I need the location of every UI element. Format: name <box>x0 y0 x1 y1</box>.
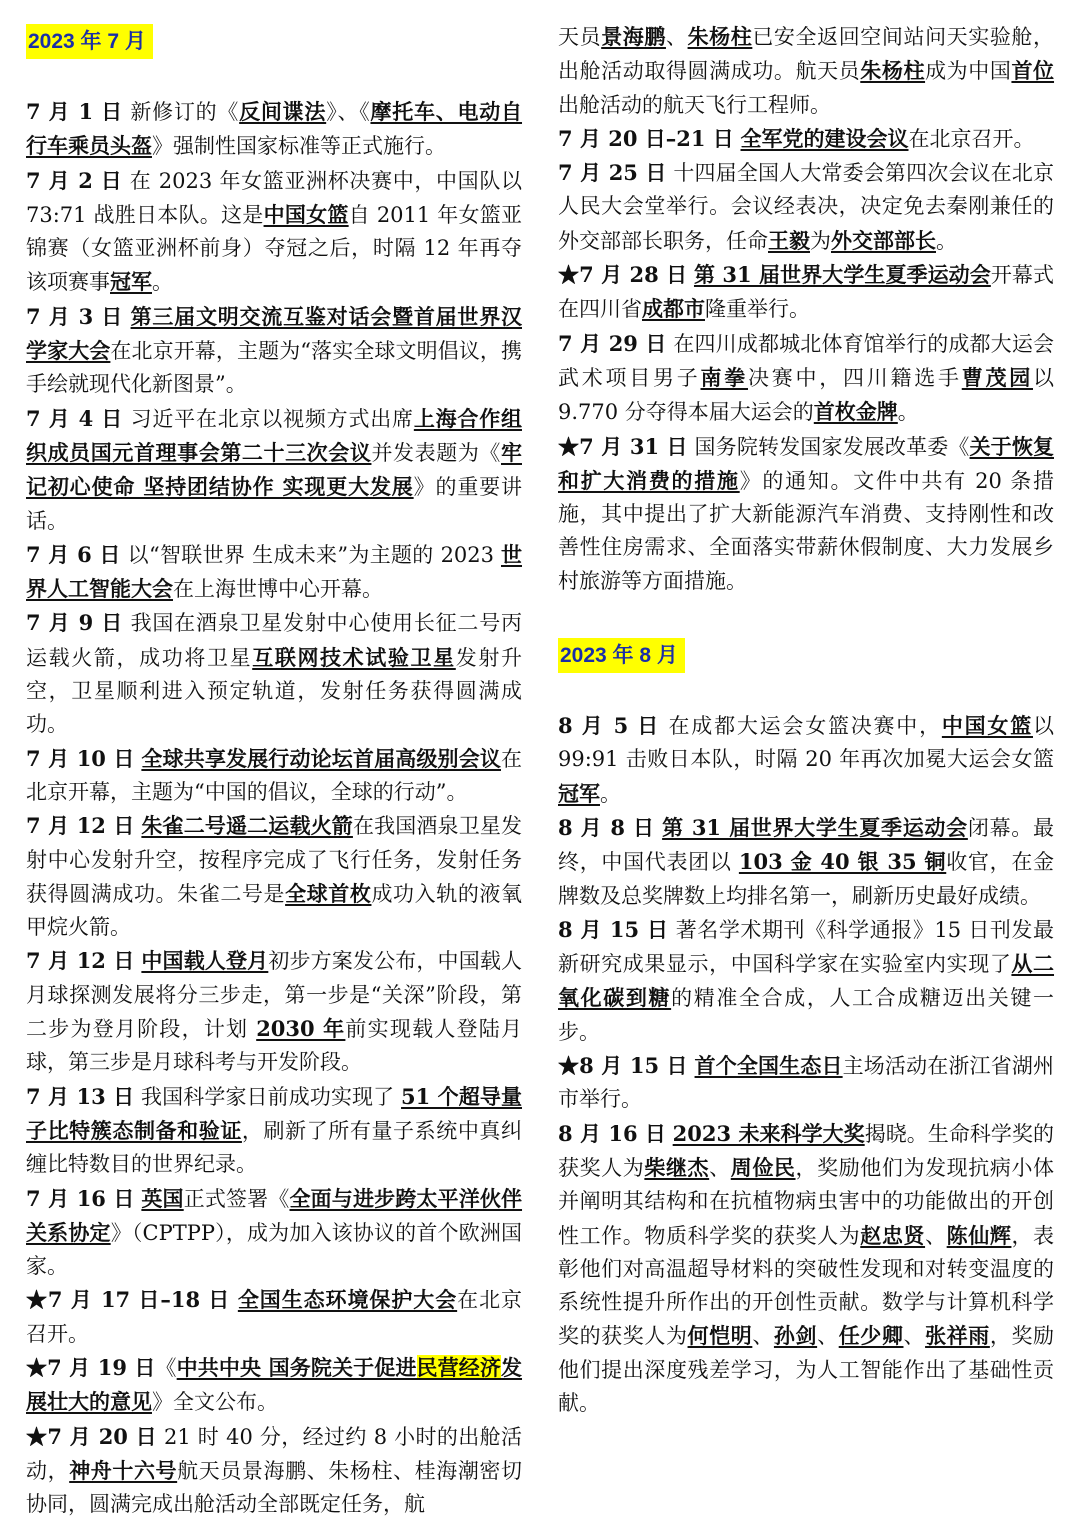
entry-text: 出舱活动的航天飞行工程师。 <box>558 92 831 117</box>
entry-text: 习近平在北京以视频方式出席 <box>123 406 414 431</box>
entry-date: 7 月 13 日 <box>26 1083 135 1109</box>
entry-keyword: 何恺明 <box>687 1323 753 1349</box>
entry-keyword: 全面与进步跨太平洋伙伴关系协定 <box>26 1185 523 1245</box>
event-entry <box>26 1182 522 1284</box>
event-entry <box>558 1049 1054 1117</box>
entry-keyword: 景海鹏 <box>601 24 666 49</box>
entry-text <box>666 1122 673 1146</box>
event-entry <box>26 164 522 300</box>
entry-keyword: 互联网技术试验卫星 <box>252 644 456 670</box>
entry-keyword: 从二氧化碳到糖 <box>558 951 1055 1011</box>
entry-text: 著名学术期刊《科学通报》15 日刊发最新研究成果显示，中国科学家在实验室内实现了 <box>558 917 1054 977</box>
entry-keyword: 发展壮大的意见 <box>26 1354 523 1415</box>
entry-text: 闭幕。最终，中国代表团以 <box>558 815 1054 875</box>
entry-keyword: 首枚金牌 <box>813 399 898 425</box>
entry-text: 初步方案发公布，中国载人月球探测发展将分三步走，第一步是“关深”阶段，第二步为登月阶段，计划 <box>26 949 523 1042</box>
event-entry <box>26 1420 522 1522</box>
event-entry <box>26 742 522 810</box>
event-entry <box>558 156 1054 258</box>
entry-text: 前实现载人登陆月球，第三步是月球科考与开发阶段。 <box>26 1017 522 1075</box>
entry-text: 》（CPTPP），成为加入该协议的首个欧洲国家。 <box>26 1220 523 1279</box>
entry-date: 7 月 25 日 <box>558 160 667 186</box>
entry-text: 航天员景海鹏、朱杨柱、桂海潮密切协同，圆满完成出舱活动全部既定任务，航 <box>26 1458 523 1517</box>
entry-keyword: 第三届文明交流互鉴对话会暨首届世界汉学家大会 <box>26 303 522 364</box>
entry-text <box>655 816 662 840</box>
entry-text: 》的通知。文件中共有 20 条措施，其中提出了扩大新能源汽车消费、支持刚性和改善性住房需求、全面落实带薪休假制度、大力发展乡村旅游等方面措施。 <box>558 468 1054 593</box>
entry-text: 、 <box>709 1155 731 1180</box>
entry-keyword: 51 个超导量子比特簇态制备和验证 <box>26 1083 522 1143</box>
entry-date: 7 月 12 日 <box>26 948 135 974</box>
entry-keyword: 中国女篮 <box>263 201 349 227</box>
entry-date: ★7 月 20 日 <box>26 1423 157 1449</box>
entry-keyword: 第 31 届世界大学生夏季运动会 <box>662 814 968 840</box>
event-entry <box>26 300 522 402</box>
entry-keyword: 外交部部长 <box>831 227 936 253</box>
entry-text: 以 9.770 分夺得本届大运会的 <box>558 365 1054 425</box>
entry-keyword: 关于恢复和扩大消费的措施 <box>558 433 1054 493</box>
entry-date: 7 月 9 日 <box>26 610 124 636</box>
entry-keyword: 2023 未来科学大奖 <box>672 1120 865 1146</box>
continued-entry <box>558 20 1054 122</box>
entry-text: 开幕式在四川省 <box>558 263 1054 322</box>
entry-text: 新修订的《 <box>122 100 240 124</box>
entry-text: 主场活动在浙江省湖州市举行。 <box>558 1054 1055 1112</box>
entry-text: 在上海世博中心开幕。 <box>173 577 383 602</box>
event-entry <box>558 122 1054 156</box>
august-entries <box>558 709 1054 1420</box>
entry-keyword: 任少卿 <box>838 1323 904 1349</box>
entry-date: 8 月 15 日 <box>558 916 669 942</box>
entry-keyword: 赵忠贤 <box>860 1222 926 1248</box>
entry-text: 在北京召开。 <box>908 126 1035 151</box>
entry-text: 、 <box>665 25 688 49</box>
event-entry <box>26 1080 522 1182</box>
entry-text: 、 <box>925 1223 947 1248</box>
entry-text <box>688 1054 695 1078</box>
entry-text <box>230 1288 238 1312</box>
entry-text: 国务院转发国家发展改革委《 <box>687 434 970 459</box>
entry-keyword: 曹茂园 <box>961 364 1033 390</box>
entry-keyword: 张祥雨 <box>925 1323 990 1349</box>
entry-keyword: 上海合作组织成员国元首理事会第二十三次会议 <box>26 405 522 465</box>
entry-date: ★7 月 28 日 <box>558 262 688 288</box>
entry-date: 7 月 10 日 <box>26 745 135 771</box>
entry-keyword: 王毅 <box>768 227 810 253</box>
entry-date: 8 月 16 日 <box>558 1120 666 1146</box>
entry-date: 7 月 2 日 <box>26 167 123 193</box>
event-entry <box>558 811 1054 913</box>
entry-keyword: 牢记初心使命 坚持团结协作 实现更大发展 <box>26 439 522 500</box>
event-entry <box>26 1283 522 1351</box>
entry-text: 天员 <box>558 25 602 49</box>
event-entry <box>558 258 1054 327</box>
entry-text: 发射升空，卫星顺利进入预定轨道，发射任务获得圆满成功。 <box>26 645 523 737</box>
entry-text: 在 2023 年女篮亚洲杯决赛中，中国队以 73:71 战胜日本队。这是 <box>26 168 522 227</box>
entry-text: 十四届全国人大常委会第四次会议在北京人民大会堂举行。会议经表决，决定免去秦刚兼任的外交部部长职务，任命 <box>558 161 1054 253</box>
entry-text: 决赛中，四川籍选手 <box>748 365 962 390</box>
entry-text: 在北京召开。 <box>26 1288 522 1346</box>
entry-date: ★7 月 17 日–18 日 <box>26 1287 231 1313</box>
entry-text: 的精准全合成，人工合成糖迈出关键一步。 <box>558 986 1055 1044</box>
entry-text <box>123 305 130 329</box>
entry-text: ，奖励他们提出深度残差学习，为人工智能作出了基础性贡献。 <box>558 1324 1055 1415</box>
month-header-august: 2023 年 8 月 <box>558 638 685 673</box>
entry-text: 在北京开幕，主题为“落实全球文明倡议，携手绘就现代化新图景”。 <box>26 339 523 397</box>
entry-text: 、 <box>817 1324 839 1349</box>
entry-text: 并发表题为《 <box>371 440 501 465</box>
event-entry <box>26 95 522 164</box>
entry-text: 成为中国 <box>925 59 1012 84</box>
entry-date: ★7 月 31 日 <box>558 433 688 459</box>
entry-text: 、 <box>903 1324 926 1349</box>
entry-keyword: 首位 <box>1011 58 1055 84</box>
entry-text: 成功入轨的液氧甲烷火箭。 <box>26 881 523 940</box>
entry-keyword: 朱杨柱 <box>687 24 753 49</box>
entry-text: 揭晓。生命科学奖的获奖人为 <box>558 1121 1054 1180</box>
entry-text: 》的重要讲话。 <box>26 475 523 533</box>
left-column <box>26 20 522 1521</box>
entry-text <box>734 127 741 151</box>
entry-keyword: 首个全国生态日 <box>694 1053 843 1079</box>
entry-keyword: 柴继杰 <box>644 1154 710 1180</box>
entry-keyword: 全球首枚 <box>285 880 372 906</box>
event-entry <box>26 1351 522 1420</box>
entry-date: ★8 月 15 日 <box>558 1053 688 1079</box>
entry-text: 《 <box>155 1355 177 1380</box>
event-entry <box>558 327 1054 430</box>
entry-keyword: 南拳 <box>700 364 748 390</box>
entry-keyword: 神舟十六号 <box>69 1457 178 1483</box>
entry-text: 在北京开幕，主题为“中国的倡议，全球的行动”。 <box>26 746 522 804</box>
entry-keyword: 孙剑 <box>773 1323 818 1349</box>
entry-text: 在四川成都城北体育馆举行的成都大运会武术项目男子 <box>558 331 1054 390</box>
entry-keyword: 摩托车、电动自行车乘员头盔 <box>26 99 523 159</box>
entry-date: 7 月 20 日–21 日 <box>558 125 734 151</box>
entry-text: 在成都大运会女篮决赛中， <box>660 714 942 739</box>
entry-keyword: 全球共享发展行动论坛首届高级别会议 <box>141 745 501 771</box>
entry-text: 》全文公布。 <box>152 1390 278 1415</box>
entry-date: 7 月 3 日 <box>26 303 124 329</box>
entry-text: 以 99:91 击败日本队，时隔 20 年再次加冕大运会女篮 <box>558 714 1054 772</box>
entry-keyword: 陈仙辉 <box>946 1222 1012 1248</box>
entry-keyword: 周俭民 <box>730 1154 796 1180</box>
entry-text: ，表彰他们对高温超导材料的突破性发现和对转变温度的系统性提升所作出的开创性贡献。数学与计算机科学奖的获奖人为 <box>558 1223 1055 1349</box>
event-entry <box>26 944 522 1079</box>
entry-keyword: 朱雀二号遥二运载火箭 <box>141 813 353 839</box>
event-entry <box>558 913 1054 1049</box>
entry-text: 已安全返回空间站问天实验舱，出舱活动取得圆满成功。航天员 <box>558 25 1055 84</box>
july-entries <box>26 95 522 1521</box>
entry-text: 。 <box>152 270 173 295</box>
event-entry <box>558 1117 1054 1421</box>
entry-text: 隆重举行。 <box>705 297 810 322</box>
entry-text: 》强制性国家标准等正式施行。 <box>152 134 446 159</box>
event-entry <box>558 430 1054 598</box>
entry-keyword: 全国生态环境保护大会 <box>237 1287 458 1313</box>
event-entry <box>26 402 522 538</box>
entry-keyword: 中国女篮 <box>941 713 1033 739</box>
month-header-july: 2023 年 7 月 <box>26 24 153 59</box>
entry-text <box>687 263 694 287</box>
entry-text: 自 2011 年女篮亚锦赛（女篮亚洲杯前身）夺冠之后，时隔 12 年再夺该项赛事 <box>26 202 522 295</box>
entry-keyword: 中共中央 国务院关于促进 <box>176 1354 417 1380</box>
entry-keyword: 103 金 40 银 35 铜 <box>738 849 947 875</box>
entry-keyword: 世界人工智能大会 <box>26 541 522 602</box>
july-entries-continued <box>558 122 1054 598</box>
entry-text: 在我国酒泉卫星发射中心发射升空，按程序完成了飞行任务，发射任务获得圆满成功。朱雀二号是 <box>26 814 523 906</box>
entry-date: ★7 月 19 日 <box>26 1354 156 1380</box>
entry-text: 我国在酒泉卫星发射中心使用长征二号丙运载火箭，成功将卫星 <box>26 611 522 670</box>
entry-keyword: 中国载人登月 <box>141 948 269 974</box>
entry-keyword: 2030 年 <box>256 1016 346 1042</box>
entry-date: 7 月 29 日 <box>558 330 667 356</box>
entry-date: 8 月 8 日 <box>558 814 655 840</box>
entry-keyword: 反间谍法 <box>239 99 327 124</box>
entry-keyword: 英国 <box>141 1185 184 1211</box>
event-entry <box>26 606 522 741</box>
entry-text: 、 <box>752 1324 774 1349</box>
right-column <box>558 20 1054 1420</box>
entry-date: 7 月 4 日 <box>26 405 124 431</box>
entry-keyword: 朱杨柱 <box>860 58 926 84</box>
entry-keyword-highlighted: 民营经济 <box>416 1354 502 1380</box>
entry-text: 为 <box>810 228 831 253</box>
entry-date: 8 月 5 日 <box>558 713 661 739</box>
entry-keyword: 冠军 <box>110 269 152 295</box>
entry-text: ，奖励他们为发现抗病小体并阐明其结构和在抗植物病虫害中的功能做出的开创性工作。物质科学奖的获奖人为 <box>558 1155 1055 1248</box>
event-entry <box>558 709 1054 811</box>
entry-text: 以“智联世界 生成未来”为主题的 2023 <box>120 542 501 567</box>
entry-text: 。 <box>897 400 919 425</box>
entry-text: 正式签署《 <box>183 1186 290 1211</box>
entry-date: 7 月 16 日 <box>26 1185 135 1211</box>
entry-keyword: 冠军 <box>558 780 600 806</box>
entry-date: 7 月 12 日 <box>26 813 135 839</box>
entry-date: 7 月 1 日 <box>26 99 123 124</box>
entry-text: 我国科学家日前成功实现了 <box>134 1084 402 1109</box>
entry-text: 》、《 <box>326 100 371 124</box>
entry-text: ，刷新了所有量子系统中真纠缠比特数目的世界纪录。 <box>26 1118 523 1177</box>
entry-keyword: 成都市 <box>642 296 705 322</box>
entry-keyword: 全军党的建设会议 <box>740 125 909 151</box>
event-entry <box>26 809 522 944</box>
entry-text: 。 <box>600 781 621 806</box>
entry-keyword: 第 31 届世界大学生夏季运动会 <box>693 262 991 288</box>
entry-date: 7 月 6 日 <box>26 541 121 567</box>
event-entry <box>26 538 522 607</box>
entry-text: 收官，在金牌数及总奖牌数上均排名第一，刷新历史最好成绩。 <box>558 850 1055 908</box>
entry-text: 21 时 40 分，经过约 8 小时的出舱活动， <box>26 1424 522 1483</box>
entry-text: 。 <box>936 228 957 253</box>
